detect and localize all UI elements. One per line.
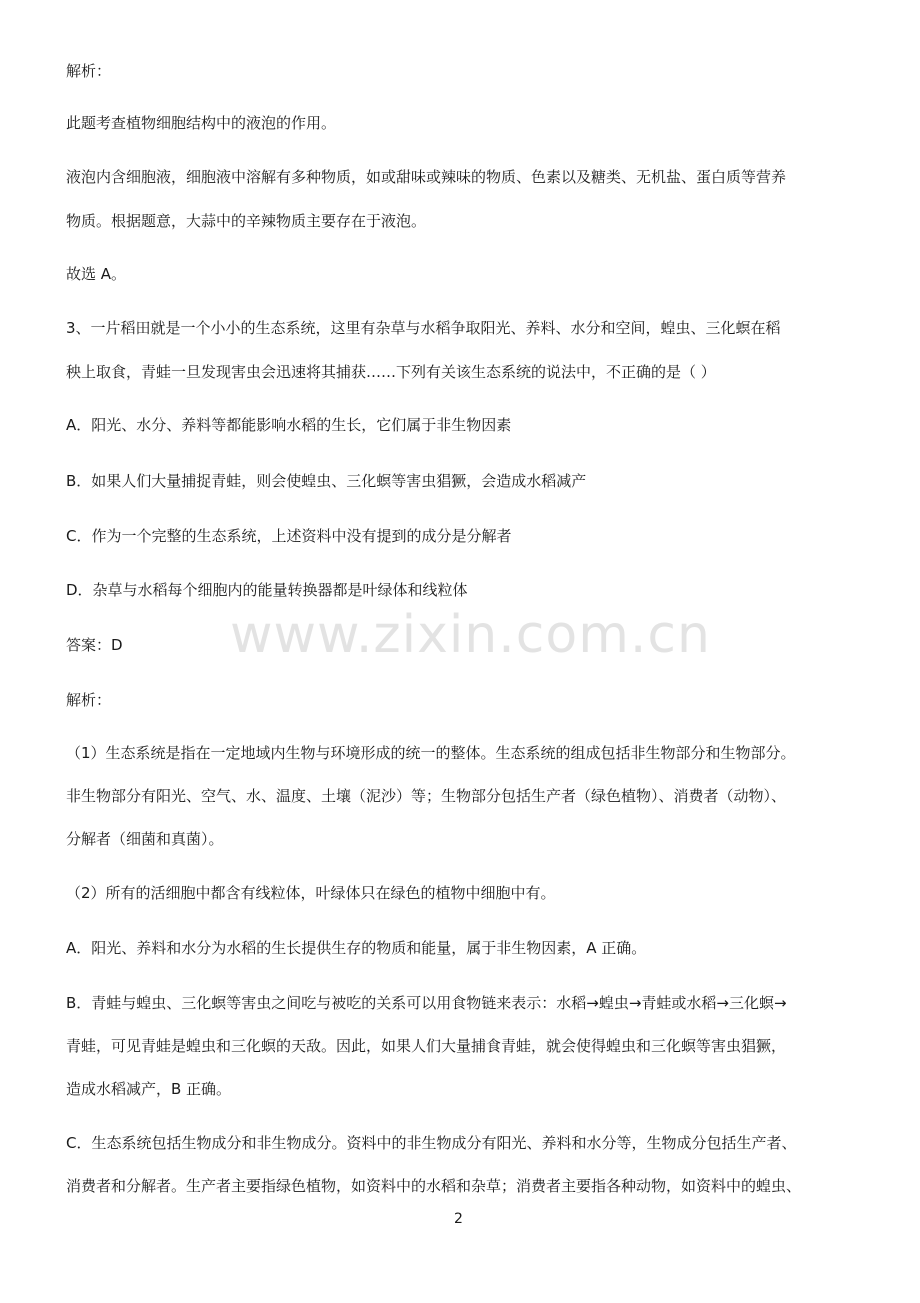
question-3-stem: 3、一片稻田就是一个小小的生态系统，这里有杂草与水稻争取阳光、养料、水分和空间，蝗虫、三化螟在稻 (66, 319, 781, 337)
analysis-text-line: 非生物部分有阳光、空气、水、温度、土壤（泥沙）等；生物部分包括生产者（绿色植物）、消费者（动物）、 (66, 787, 787, 805)
analysis-label: 解析： (66, 62, 112, 80)
analysis-text-line: 物质。根据题意，大蒜中的辛辣物质主要存在于液泡。 (66, 212, 427, 230)
analysis-option-c: 消费者和分解者。生产者主要指绿色植物，如资料中的水稻和杂草；消费者主要指各种动物，如资料中的蝗虫、 (66, 1177, 802, 1195)
option-b: B．如果人们大量捕捉青蛙，则会使蝗虫、三化螟等害虫猖獗，会造成水稻减产 (66, 472, 587, 490)
analysis-text-line: （1）生态系统是指在一定地域内生物与环境形成的统一的整体。生态系统的组成包括非生物部分和生物部分。 (66, 744, 796, 762)
option-d: D．杂草与水稻每个细胞内的能量转换器都是叶绿体和线粒体 (66, 581, 468, 599)
analysis-text-line: 分解者（细菌和真菌）。 (66, 830, 224, 848)
analysis-option-c: C．生态系统包括生物成分和非生物成分。资料中的非生物成分有阳光、养料和水分等，生物成分包括生产者、 (66, 1134, 797, 1152)
page-number: 2 (454, 1211, 463, 1227)
analysis-option-a: A．阳光、养料和水分为水稻的生长提供生存的物质和能量，属于非生物因素，A 正确。 (66, 939, 647, 957)
question-3-stem: 秧上取食，青蛙一旦发现害虫会迅速将其捕获……下列有关该生态系统的说法中，不正确的是（ ） (66, 363, 716, 381)
analysis-option-b: 造成水稻减产，B 正确。 (66, 1080, 232, 1098)
analysis-text-line: 此题考查植物细胞结构中的液泡的作用。 (66, 114, 337, 132)
option-a: A．阳光、水分、养料等都能影响水稻的生长，它们属于非生物因素 (66, 416, 512, 434)
analysis-label: 解析： (66, 691, 112, 709)
answer-line: 答案：D (66, 636, 123, 654)
analysis-option-b: B．青蛙与蝗虫、三化螟等害虫之间吃与被吃的关系可以用食物链来表示：水稻→蝗虫→青蛙或水稻→三化螟→ (66, 994, 787, 1012)
analysis-text-line: （2）所有的活细胞中都含有线粒体，叶绿体只在绿色的植物中细胞中有。 (66, 884, 556, 902)
watermark: www.zixin.com.cn (230, 605, 711, 665)
analysis-option-b: 青蛙，可见青蛙是蝗虫和三化螟的天敌。因此，如果人们大量捕食青蛙，就会使得蝗虫和三化螟等害虫猖獗， (66, 1037, 787, 1055)
option-c: C．作为一个完整的生态系统，上述资料中没有提到的成分是分解者 (66, 527, 512, 545)
analysis-text-line: 液泡内含细胞液，细胞液中溶解有多种物质，如或甜味或辣味的物质、色素以及糖类、无机盐、蛋白质等营养 (66, 168, 787, 186)
answer-choice-line: 故选 A。 (66, 265, 127, 283)
